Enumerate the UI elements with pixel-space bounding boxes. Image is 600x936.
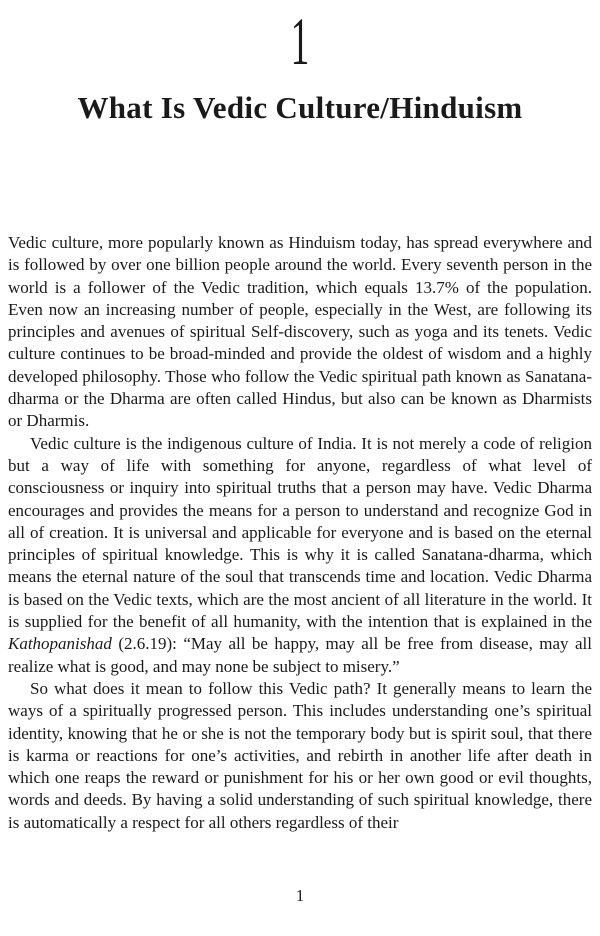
- paragraph-3: So what does it mean to follow this Vedic path? It generally means to learn the ways of a spiritually progressed person. This includes understanding one’s spiritual identity, knowing that he or she is not the temporary body but is spirit soul, that there is karma or reactions for one’s activities, and rebirth in another life after death in which one reaps the reward or punishment for his or her own good or evil thoughts, words and deeds. By having a solid understanding of such spiritual knowledge, there is automatically a respect for all others regardless of their: [8, 678, 592, 832]
- paragraph-1: Vedic culture, more popularly known as Hinduism today, has spread everywhere and is followed by over one billion people around the world. Every seventh person in the world is a follower of the Vedic tradition, which equals 13.7% of the population. Even now an increasing number of people, especially in the West, are following its principles and avenues of spiritual Self-discovery, such as yoga and its tenets. Vedic culture continues to be broad-minded and provide the oldest of wisdom and a highly developed philosophy. Those who follow the Vedic spiritual path known as Sanatana-dharma or the Dharma are often called Hindus, but also can be known as Dharmists or Dharmis.: [8, 233, 592, 431]
- chapter-title: What Is Vedic Culture/Hinduism: [77, 90, 523, 125]
- paragraph-2-text-end: (2.6.19): “May all be happy, may all be free from disease, may all realize what is good, and may none be subject to misery.”: [8, 634, 592, 676]
- paragraph-2: [8, 433, 592, 678]
- page-number: 1: [295, 886, 305, 905]
- paragraph-2-text-start: Vedic culture is the indigenous culture of India. It is not merely a code of religion but a way of life with something for anyone, regardless of what level of consciousness or inquiry into spiritual truths that a person may have. Vedic Dharma encourages and provides the means for a person to understand and recognize God in all of creation. It is universal and applicable for everyone and is based on the eternal principles of spiritual knowledge. This is why it is called Sanatana-dharma, which means the eternal nature of the soul that transcends time and location. Vedic Dharma is based on the Vedic texts, which are the most ancient of all literature in the world. It is supplied for the benefit of all humanity, with the intention that is explained in the: [8, 433, 592, 632]
- body-text: [8, 232, 592, 834]
- kathopanishad-title: Kathopanishad: [8, 634, 112, 654]
- chapter-number: 1: [290, 3, 310, 79]
